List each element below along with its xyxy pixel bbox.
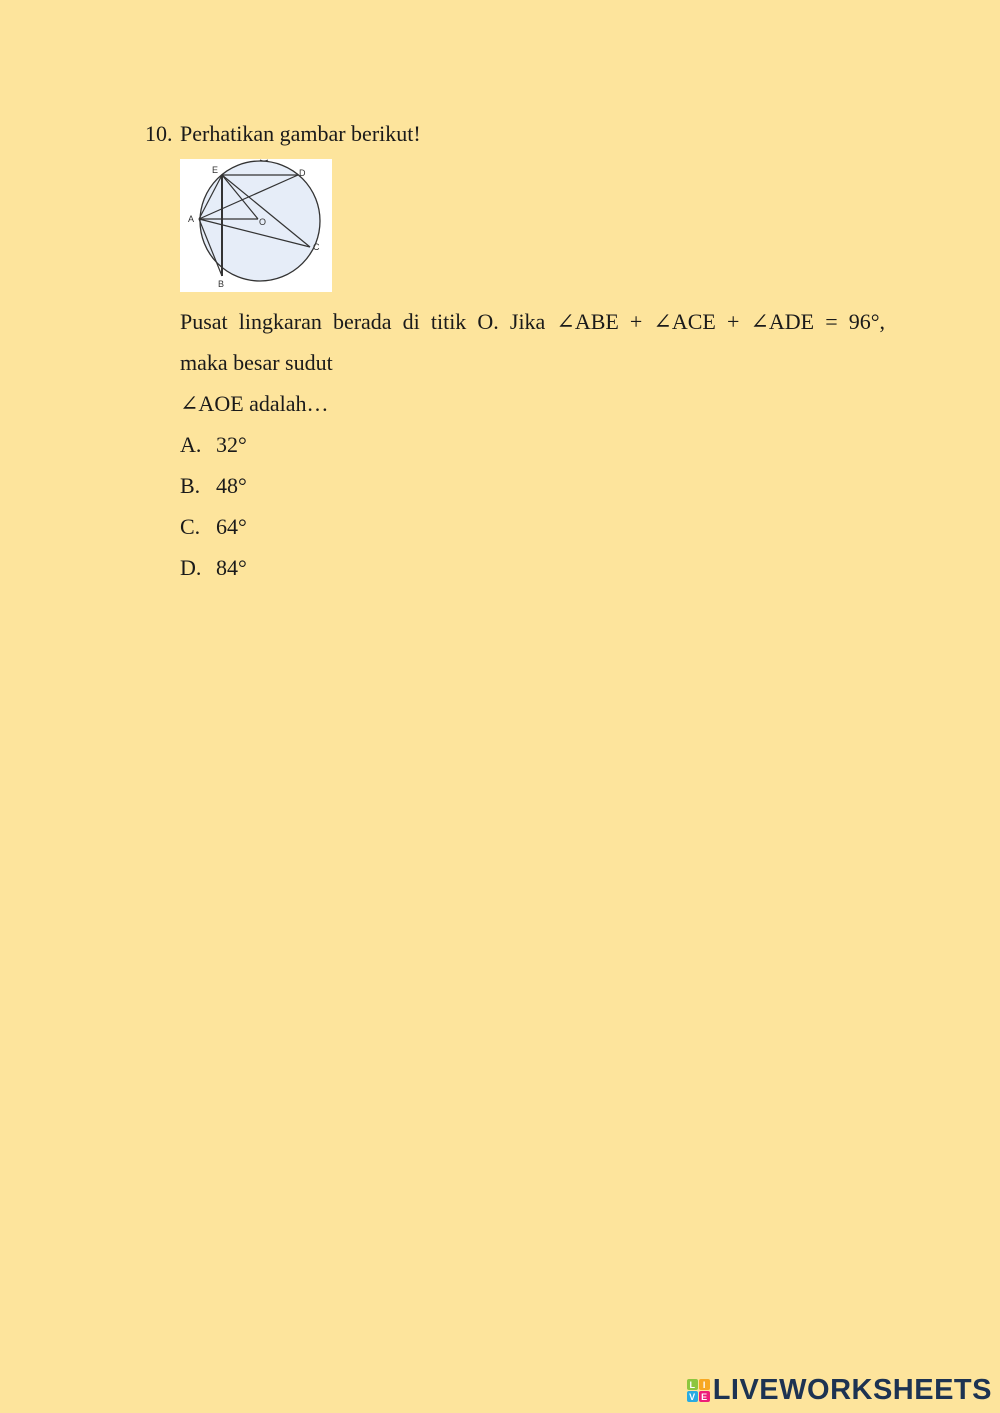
arc-mark-top bbox=[260, 160, 268, 161]
option-a[interactable] bbox=[180, 429, 885, 461]
question-text-line-2: maka besar sudut bbox=[180, 350, 333, 375]
option-value: 64° bbox=[216, 514, 247, 539]
option-letter: A. bbox=[180, 432, 202, 457]
question-number: 10. bbox=[145, 121, 173, 146]
option-b[interactable] bbox=[180, 470, 885, 502]
label-E: E bbox=[212, 165, 219, 175]
option-letter: C. bbox=[180, 514, 201, 539]
answer-options bbox=[180, 429, 885, 584]
circle-diagram-svg bbox=[180, 159, 332, 292]
question-intro: Perhatikan gambar berikut! bbox=[180, 121, 421, 146]
option-value: 32° bbox=[216, 432, 247, 457]
badge-letter-l: L bbox=[687, 1379, 698, 1390]
option-value: 84° bbox=[216, 555, 247, 580]
badge-letter-e: E bbox=[699, 1391, 710, 1402]
badge-letter-i: I bbox=[699, 1379, 710, 1390]
label-C: C bbox=[313, 242, 320, 252]
option-c[interactable] bbox=[180, 511, 885, 543]
label-B: B bbox=[218, 279, 225, 289]
question-text-line-3: ∠AOE adalah… bbox=[180, 391, 329, 416]
badge-letter-v: V bbox=[687, 1391, 698, 1402]
label-A: A bbox=[188, 214, 195, 224]
circle-diagram bbox=[180, 159, 332, 292]
label-O: O bbox=[259, 217, 267, 227]
logo-text: LIVEWORKSHEETS bbox=[712, 1374, 992, 1406]
label-D: D bbox=[299, 168, 306, 178]
question-text-line-1: Pusat lingkaran berada di titik O. Jika ∠ABE + ∠ACE + ∠ADE = 96°, bbox=[180, 309, 885, 334]
option-d[interactable] bbox=[180, 552, 885, 584]
option-value: 48° bbox=[216, 473, 247, 498]
logo-badge-icon bbox=[687, 1379, 710, 1402]
question-body bbox=[180, 306, 885, 420]
option-letter: D. bbox=[180, 555, 202, 580]
option-letter: B. bbox=[180, 473, 201, 498]
liveworksheets-logo[interactable] bbox=[687, 1374, 992, 1407]
question-header bbox=[145, 118, 885, 150]
question-10 bbox=[145, 118, 885, 593]
